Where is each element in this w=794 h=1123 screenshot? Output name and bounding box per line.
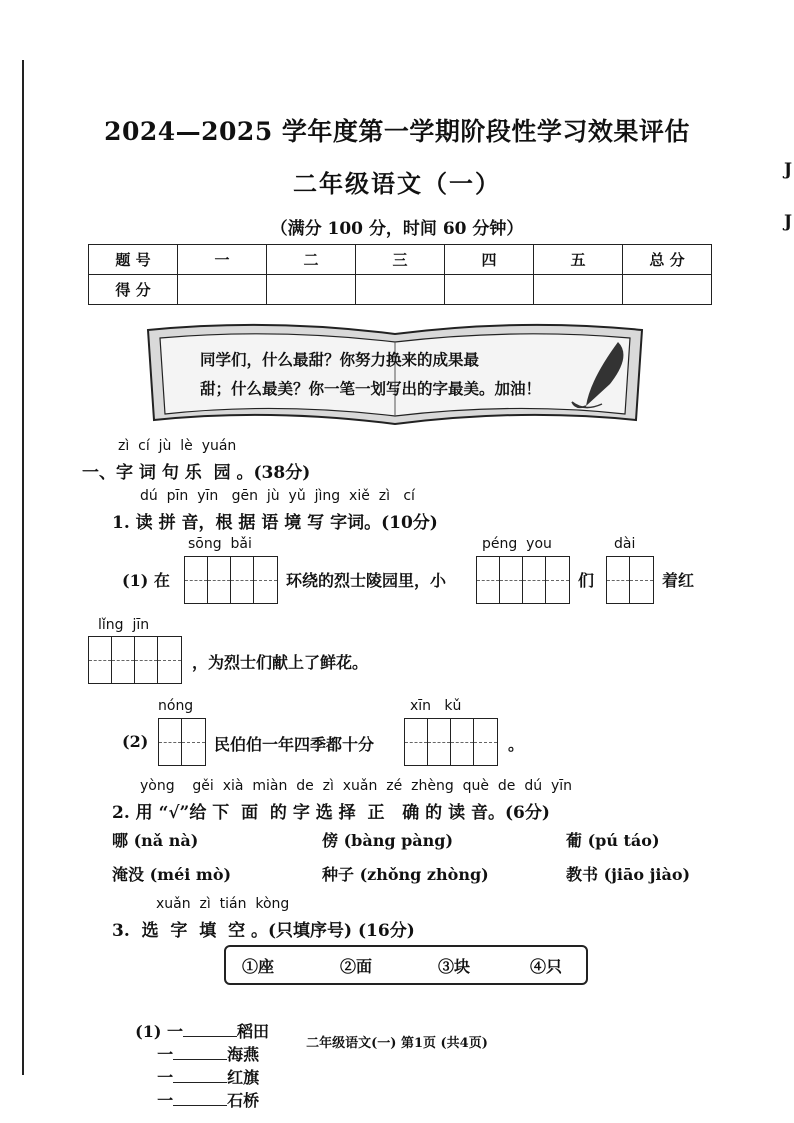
- score-header-cell: 题 号: [89, 245, 178, 275]
- score-cell[interactable]: [445, 275, 534, 305]
- q2-item-pu[interactable]: 葡 (pú táo): [566, 831, 660, 850]
- section1-pinyin: zì cí jù lè yuán: [118, 438, 237, 454]
- fill-word: 红旗: [227, 1068, 260, 1087]
- q2-heading: 2. 用 “√”给 下 面 的 字 选 择 正 确 的 读 音。(6分): [112, 803, 550, 823]
- writing-grid-songbai[interactable]: [184, 556, 278, 604]
- score-cell[interactable]: [534, 275, 623, 305]
- fill-yi: 一: [157, 1068, 174, 1087]
- edge-mark-2: J: [784, 212, 793, 232]
- option-4: ④只: [530, 957, 563, 976]
- fill-blank[interactable]: [173, 1066, 227, 1083]
- fill-yi: 一: [157, 1091, 174, 1110]
- fill-yi: 一: [157, 1045, 174, 1064]
- q3-heading: 3. 选 字 填 空 。(只填序号) (16分): [112, 921, 415, 941]
- encouragement-text: [200, 345, 592, 403]
- score-header-cell: 一: [178, 245, 267, 275]
- q1-1-men: 们: [578, 571, 595, 590]
- q1-1-middle-text: 环绕的烈士陵园里，小: [286, 571, 447, 590]
- q1-1-pinyin-lingjin: lǐng jīn: [98, 617, 150, 633]
- score-header-cell: 二: [267, 245, 356, 275]
- writing-grid-dai[interactable]: [606, 556, 654, 604]
- q3-row1-prefix: (1) 一: [135, 1022, 183, 1041]
- q1-1-pinyin-pengyou: péng you: [482, 536, 552, 552]
- exam-subtitle: 二年级语文（一）: [293, 169, 501, 198]
- fill-word: 石桥: [227, 1091, 260, 1110]
- section1-heading: 一、字 词 句 乐 园 。(38分): [82, 463, 311, 483]
- q2-item-bang[interactable]: 傍 (bàng pàng): [322, 831, 454, 850]
- edge-mark-1: J: [784, 160, 793, 180]
- score-table: [88, 244, 712, 305]
- q2-pinyin: yòng gěi xià miàn de zì xuǎn zé zhèng què de dú yīn: [140, 778, 573, 794]
- score-cell[interactable]: [356, 275, 445, 305]
- fill-blank[interactable]: [173, 1089, 227, 1106]
- q1-2-end: 。: [508, 735, 525, 754]
- q3-row1: [124, 1000, 269, 1111]
- q2-item-yanmo[interactable]: 淹没 (méi mò): [112, 865, 232, 884]
- score-header-cell: 四: [445, 245, 534, 275]
- q1-1-pinyin-songbai: sōng bǎi: [188, 536, 252, 552]
- score-header-cell: 总 分: [623, 245, 712, 275]
- q1-2-pinyin-xinku: xīn kǔ: [410, 698, 462, 714]
- score-table-header-row: [89, 245, 712, 275]
- writing-grid-pengyou[interactable]: [476, 556, 570, 604]
- q1-1-pinyin-dai: dài: [614, 536, 636, 552]
- q2-item-zhongzi[interactable]: 种子 (zhǒng zhòng): [322, 865, 489, 884]
- score-row-label: 得 分: [89, 275, 178, 305]
- encouragement-line-2: 甜；什么最美？你一笔一划写出的字最美。加油！: [200, 379, 542, 398]
- score-cell[interactable]: [267, 275, 356, 305]
- q1-2-middle-text: 民伯伯一年四季都十分: [214, 735, 375, 754]
- writing-grid-lingjin[interactable]: [88, 636, 182, 684]
- q2-item-na[interactable]: 哪 (nǎ nà): [112, 831, 199, 850]
- score-header-cell: 三: [356, 245, 445, 275]
- q1-2-prefix: (2): [122, 732, 149, 751]
- score-cell[interactable]: [178, 275, 267, 305]
- q1-pinyin: dú pīn yīn gēn jù yǔ jìng xiě zì cí: [140, 488, 415, 504]
- writing-grid-xinku[interactable]: [404, 718, 498, 766]
- binding-margin-line: [22, 60, 24, 1075]
- q1-1-line2-text: ，为烈士们献上了鲜花。: [192, 653, 369, 672]
- encouragement-line-1: 同学们，什么最甜？你努力换来的成果最: [200, 350, 480, 369]
- page-footer: 二年级语文(一) 第1页 (共4页): [306, 1036, 488, 1051]
- exam-title: 2024—2025 学年度第一学期阶段性学习效果评估: [104, 117, 690, 146]
- option-3: ③块: [438, 957, 471, 976]
- q1-heading: 1. 读 拼 音，根 据 语 境 写 字词。(10分): [112, 513, 438, 533]
- exam-note: （满分 100 分，时间 60 分钟）: [270, 219, 524, 239]
- q1-1-end-text: 着红: [662, 571, 695, 590]
- fill-word: 海燕: [227, 1045, 260, 1064]
- q2-item-jiaoshu[interactable]: 教书 (jiāo jiào): [566, 865, 691, 884]
- writing-grid-nong[interactable]: [158, 718, 206, 766]
- fill-word: 稻田: [237, 1022, 270, 1041]
- q3-pinyin: xuǎn zì tián kòng: [156, 896, 290, 912]
- option-1: ①座: [242, 957, 275, 976]
- score-header-cell: 五: [534, 245, 623, 275]
- q1-1-prefix: (1) 在: [122, 571, 170, 590]
- score-table-score-row: [89, 275, 712, 305]
- q1-2-pinyin-nong: nóng: [158, 698, 194, 714]
- score-cell[interactable]: [623, 275, 712, 305]
- option-2: ②面: [340, 957, 373, 976]
